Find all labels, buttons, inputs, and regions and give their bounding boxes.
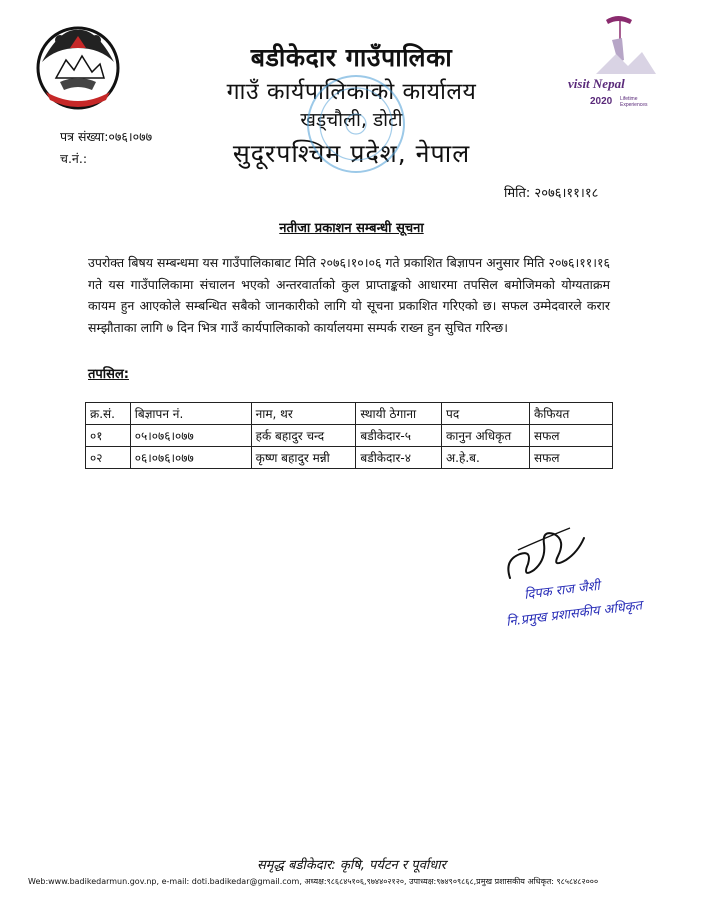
office-address: खड्चौली, डोटी (300, 109, 403, 131)
footer-contact: Web:www.badikedarmun.gov.np, e-mail: doti.badikedar@gmail.com, अध्यक्ष:९८६८४५१०६,९७४४०२१२०, उपाध्यक्ष:९७४९०९८६८,प्रमुख प्रशासकीय अधिकृत: ९८५८४८२००० (28, 877, 599, 886)
details-label: तपसिल: (88, 367, 129, 382)
province-name: सुदूरपश्चिम प्रदेश, नेपाल (232, 139, 471, 168)
notice-subject-text: नतीजा प्रकाशन सम्बन्धी सूचना (279, 221, 424, 236)
cell-ad-number: ०५।०७६।०७७ (130, 425, 251, 447)
notice-body: उपरोक्त बिषय सम्बन्धमा यस गाउँपालिकाबाट मिति २०७६।१०।०६ गते प्रकाशित बिज्ञापन अनुसार मिति २०७६।११।१६ गते यस गाउँपालिकामा संचालन भएको अन्तरवार्ताको कुल प्राप्ताङ्कको आधारमा तपसिल बमोजिमको योग्यताक्रम कायम हुन आएकोले सम्बन्धित सबैको जानकारीको लागि यो सूचना प्रकाशित गरिएको छ। सफल उम्मेदवारले करार सम्झौताका लागि ७ दिन भित्र गाउँ कार्यपालिकाको कार्यालयमा सम्पर्क राख्न हुन सुचित गरिन्छ। (88, 255, 610, 335)
footer-slogan: समृद्ध बडीकेदार: कृषि, पर्यटन र पूर्वाधार (257, 858, 446, 873)
header-serial: क्र.सं. (86, 403, 131, 425)
dispatch-number: च.नं.: (60, 151, 88, 166)
cell-name: हर्क बहादुर चन्द (251, 425, 356, 447)
visit-nepal-tagline: Lifetime Experiences (620, 96, 648, 108)
header-ad-number: बिज्ञापन नं. (130, 403, 251, 425)
signatory-title: नि.प्रमुख प्रशासकीय अधिकृत (505, 598, 643, 630)
cell-address: बडीकेदार-४ (356, 447, 442, 469)
visit-nepal-text: visit Nepal (568, 76, 625, 91)
office-stamp-icon (296, 62, 416, 187)
results-table (85, 402, 613, 469)
table-header-row (86, 403, 613, 425)
visit-nepal-year: 2020 (590, 96, 613, 107)
letter-date: मिति: २०७६।११।१८ (504, 186, 599, 201)
cell-remarks: सफल (529, 447, 612, 469)
signatory-name: दिपक राज जैशी (523, 578, 601, 603)
cell-address: बडीकेदार-५ (356, 425, 442, 447)
notice-subject (0, 218, 703, 236)
cell-post: कानुन अधिकृत (442, 425, 530, 447)
table-row (86, 425, 613, 447)
table-row (86, 447, 613, 469)
cell-ad-number: ०६।०७६।०७७ (130, 447, 251, 469)
header-name: नाम, थर (251, 403, 356, 425)
cell-serial: ०२ (86, 447, 131, 469)
cell-post: अ.हे.ब. (442, 447, 530, 469)
municipality-name: बडीकेदार गाउँपालिका (250, 43, 453, 72)
cell-name: कृष्ण बहादुर मन्नी (251, 447, 356, 469)
header-remarks: कैफियत (529, 403, 612, 425)
reference-number: पत्र संख्या:०७६।०७७ (60, 129, 153, 144)
cell-serial: ०१ (86, 425, 131, 447)
header-post: पद (442, 403, 530, 425)
office-name: गाउँ कार्यपालिकाको कार्यालय (226, 79, 477, 105)
cell-remarks: सफल (529, 425, 612, 447)
header-address: स्थायी ठेगाना (356, 403, 442, 425)
